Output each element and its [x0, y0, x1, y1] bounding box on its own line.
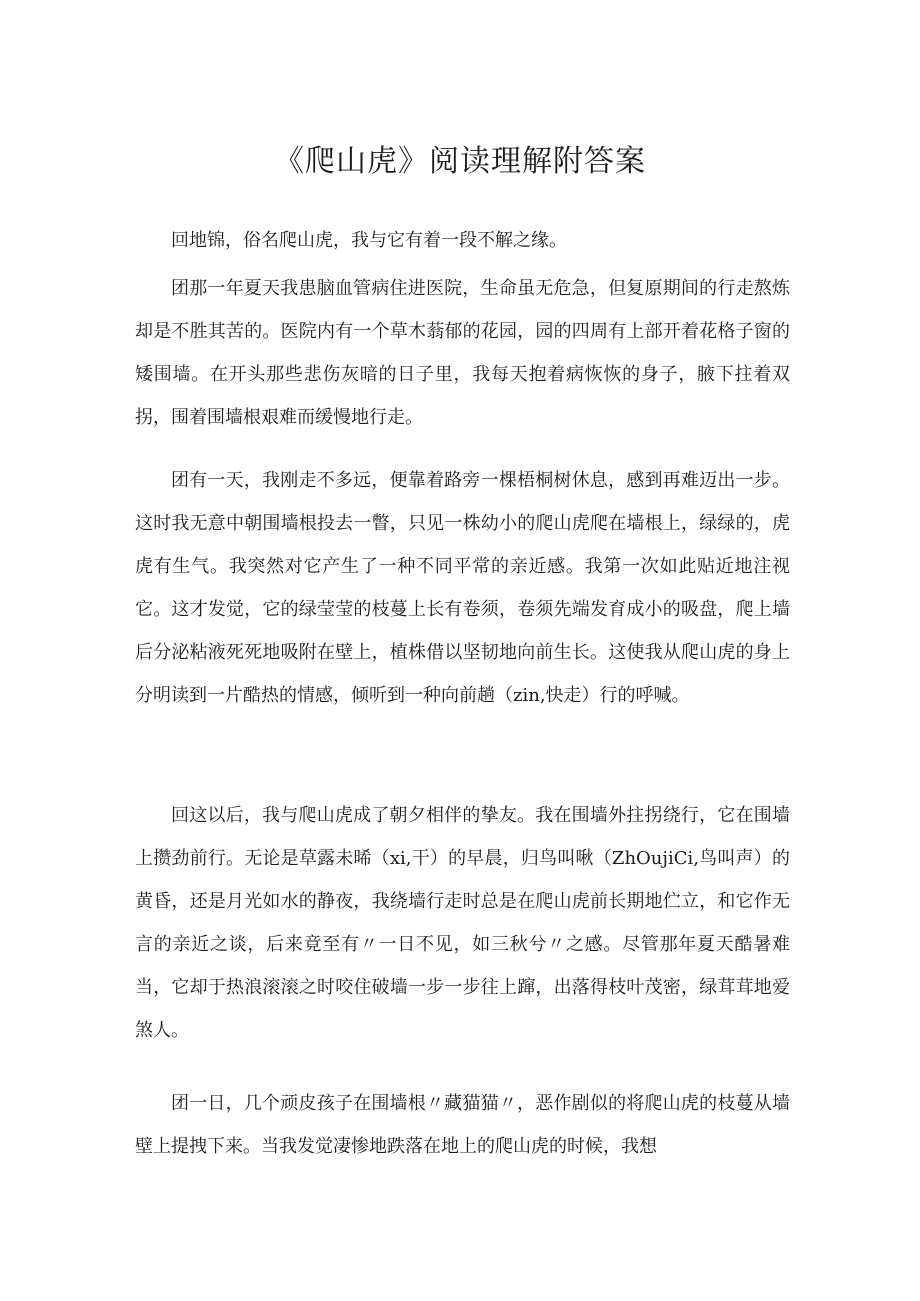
paragraph-3: 团有一天，我刚走不多远，便靠着路旁一棵梧桐树休息，感到再难迈出一步。这时我无意中朝围墙根投去一瞥，只见一株幼小的爬山虎爬在墙根上，绿绿的，虎虎有生气。我突然对它产生了一种不同平常的亲近感。我第一次如此贴近地注视它。这才发觉，它的绿莹莹的枝蔓上长有卷须，卷须先端发育成小的吸盘，爬上墙后分泌粘液死死地吸附在壁上，植株借以坚韧地向前生长。这使我从爬山虎的身上分明读到一片酷热的情感，倾听到一种向前趟（zin,快走）行的呼喊。 [135, 470, 790, 706]
paragraph-5: 团一日，几个顽皮孩子在围墙根〃藏猫猫〃，恶作剧似的将爬山虎的枝蔓从墙壁上提拽下来。当我发觉凄惨地跌落在地上的爬山虎的时候，我想 [135, 1093, 790, 1157]
paragraph-4: 回这以后，我与爬山虎成了朝夕相伴的挚友。我在围墙外拄拐绕行，它在围墙上攒劲前行。无论是草露未晞（xi,干）的早晨，归鸟叫啾（ZhOujiCi,鸟叫声）的黄昏，还是月光如水的静夜，我绕墙行走时总是在爬山虎前长期地伫立，和它作无言的亲近之谈，后来竟至有〃一日不见，如三秋兮〃之感。尽管那年夏天酷暑难当，它却于热浪滚滚之时咬住破墙一步一步往上蹿，出落得枝叶茂密，绿茸茸地爱煞人。 [135, 805, 790, 1041]
paragraph-2: 团那一年夏天我患脑血管病住进医院，生命虽无危急，但复原期间的行走熬炼却是不胜其苦的。医院内有一个草木蓊郁的花园，园的四周有上部开着花格子窗的矮围墙。在开头那些悲伤灰暗的日子里，我每天抱着病恢恢的身子，腋下拄着双拐，围着围墙根艰难而缓慢地行走。 [135, 278, 790, 428]
document-title: 《爬山虎》阅读理解附答案 [274, 144, 646, 179]
paragraph-1: 回地锦，俗名爬山虎，我与它有着一段不解之缘。 [171, 230, 567, 251]
